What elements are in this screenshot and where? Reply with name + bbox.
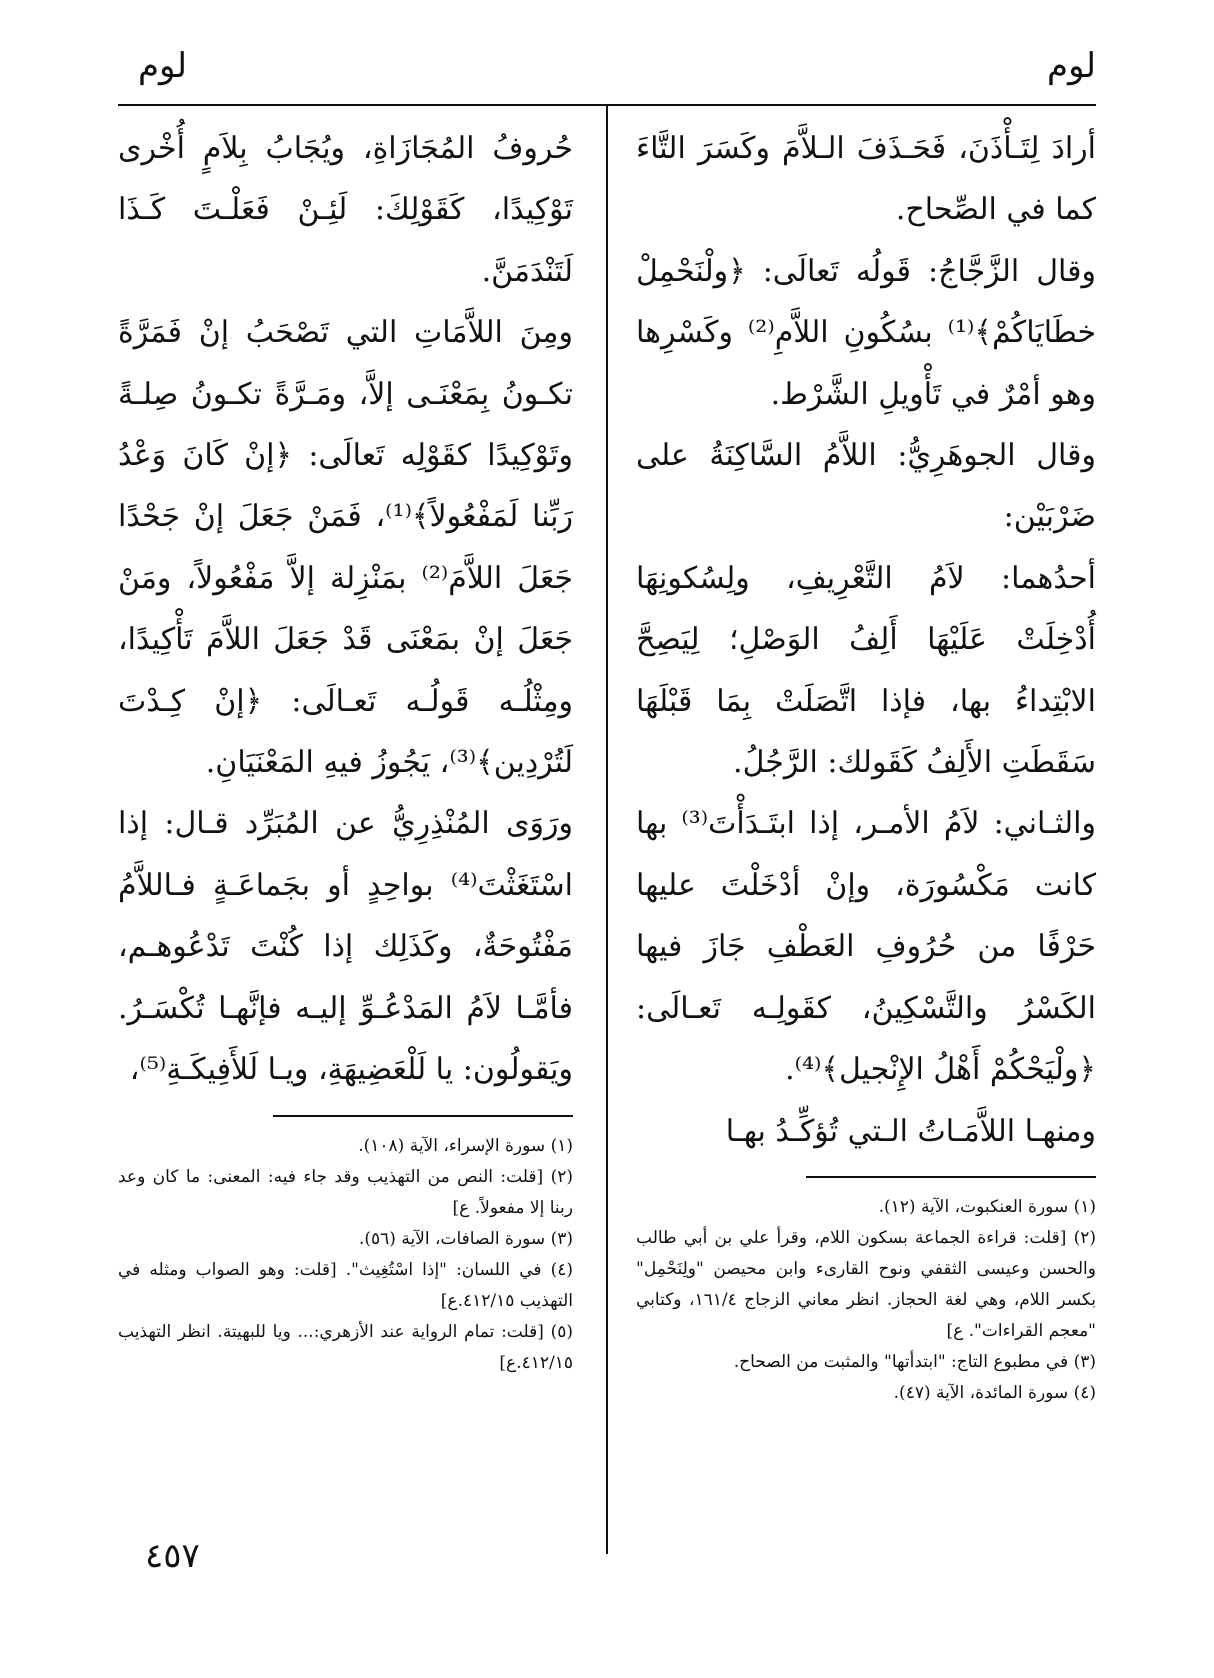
left-footnote-1: (١) سورة الإسراء، الآية (١٠٨). — [358, 1135, 573, 1156]
left-paragraph-2: ومِنَ اللاَّمَاتِ التي تَصْحَبُ إنْ فَمَرَّةً تكـونُ بِمَعْنَـى إلاَّ، ومَـرَّةً تكـونُ صِلـةً وتَوْكِيدًا كقَوْلِه تَعالَى: ﴿إنْ كَانَ وَعْدُ رَبِّنا لَمَفْعُولاً﴾⁽¹⁾، فَمَنْ جَعَلَ إنْ جَحْدًا جَعَلَ اللاَّمَ⁽²⁾ بمَنْزِلة إلاَّ مَفْعُولاً، ومَنْ جَعَلَ إنْ بمَعْنَى قَدْ جَعَلَ اللاَّمَ تَأْكِيدًا، ومِثْلُـه قَولُـه تَعـالَى: ﴿إنْ كِـدْتَ لَتُرْدِين﴾⁽³⁾، يَجُوزُ فيهِ المَعْنَيَانِ. — [118, 315, 573, 781]
page-number: ٤٥٧ — [145, 1536, 200, 1576]
running-head-right: لوم — [1047, 46, 1096, 86]
left-column — [118, 118, 573, 1379]
left-footnote-rule — [273, 1115, 573, 1117]
column-divider — [606, 104, 608, 1554]
right-paragraph-4: أحدُهما: لاَمُ التَّعْرِيفِ، ولِسُكونِهَا أُدْخِلَتْ عَلَيْهَا أَلِفُ الوَصْلِ؛ لِيَصِحَّ الابْتِداءُ بها، فإذا اتَّصَلَتْ بِمَا قَبْلَهَا سَقَطَتِ الأَلِفُ كَقَولك: الرَّجُلُ. — [636, 560, 1096, 781]
left-paragraph-1: حُروفُ المُجَازَاةِ، ويُجَابُ بِلاَمٍ أُخْرى تَوْكِيدًا، كَقَوْلِكَ: لَئِـنْ فَعَلْـتَ كَـذَا لَتَنْدَمَنَّ. — [118, 131, 573, 289]
left-footnote-5: (٥) [قلت: تمام الرواية عند الأزهري:... ويا للبهيتة. انظر التهذيب ٤١٢/١٥.ع] — [118, 1321, 573, 1373]
right-paragraph-5: والثـاني: لاَمُ الأمـر، إذا ابتَـدَأْتَ⁽³⁾ بها كانت مَكْسُورَة، وإنْ أدْخَلْتَ عليها حَرْفًا من حُرُوفِ العَطْفِ جَازَ فيها الكَسْرُ والتَّسْكِينُ، كقَولِـه تَعـالَى: ﴿ولْيَحْكُمْ أَهْلُ الإِنْجيل﴾⁽⁴⁾. — [636, 806, 1096, 1088]
right-footnote-3: (٣) في مطبوع التاج: "ابتدأتها" والمثبت من الصحاح. — [733, 1351, 1096, 1372]
right-footnote-4: (٤) سورة المائدة، الآية (٤٧). — [893, 1382, 1096, 1403]
right-column — [636, 118, 1096, 1409]
right-paragraph-2: وقال الزَّجَّاجُ: قَولُه تَعالَى: ﴿ولْنَحْمِلْ خطَايَاكُمْ﴾⁽¹⁾ بسُكُونِ اللاَّمِ⁽²⁾ وكَسْرِها وهو أمْرٌ في تَأْويلِ الشَّرْط. — [636, 253, 1096, 412]
left-footnote-4: (٤) في اللسان: "إذا اسْتُغِيث". [قلت: وهو الصواب ومثله في التهذيب ٤١٢/١٥.ع] — [118, 1259, 573, 1311]
right-footnote-rule — [806, 1176, 1096, 1178]
right-footnote-1: (١) سورة العنكبوت، الآية (١٢). — [878, 1196, 1096, 1217]
right-paragraph-3: وقال الجوهَرِيُّ: اللاَّمُ السَّاكِنَةُ على ضَرْبَيْن: — [636, 438, 1096, 535]
left-footnote-3: (٣) سورة الصافات، الآية (٥٦). — [358, 1228, 573, 1249]
right-paragraph-6: ومنهـا اللاَّمَـاتُ الـتي تُؤكِّـدُ بهـا — [725, 1113, 1096, 1149]
left-footnote-2: (٢) [قلت: النص من التهذيب وقد جاء فيه: المعنى: ما كان وعد ربنا إلا مفعولاً. ع] — [118, 1166, 573, 1218]
right-footnote-2: (٢) [قلت: قراءة الجماعة بسكون اللام، وقرأ علي بن أبي طالب والحسن وعيسى الثقفي ونوح القارىء وابن محيصن "ولِنَحْمِل" بكسر اللام، وهي لغة الحجاز. انظر معاني الزجاج ١٦١/٤، وكتابي "معجم القراءات". ع] — [636, 1227, 1096, 1341]
running-head-left: لوم — [138, 46, 187, 86]
right-paragraph-1: أرادَ لِتَـأْذَنَ، فَحَـذَفَ الـلاَّمَ وكَسَرَ التَّاءَ كما في الصِّحاح. — [636, 131, 1096, 228]
left-paragraph-3: ورَوَى المُنْذِرِيُّ عن المُبَرِّد قـال: إذا اسْتَغَثْتَ⁽⁴⁾ بواحِدٍ أو بجَماعَـةٍ فـاللاَّمُ مَفْتُوحَةٌ، وكَذَلِك إذا كُنْتَ تَدْعُوهـم، فأمَّـا لاَمُ المَدْعُـوِّ إليـه فإنَّهـا تُكْسَـرُ. ويَقولُون: يا لَلْعَضِيهَةِ، ويـا لَلأَفِيكَـةِ⁽⁵⁾، — [118, 806, 573, 1088]
